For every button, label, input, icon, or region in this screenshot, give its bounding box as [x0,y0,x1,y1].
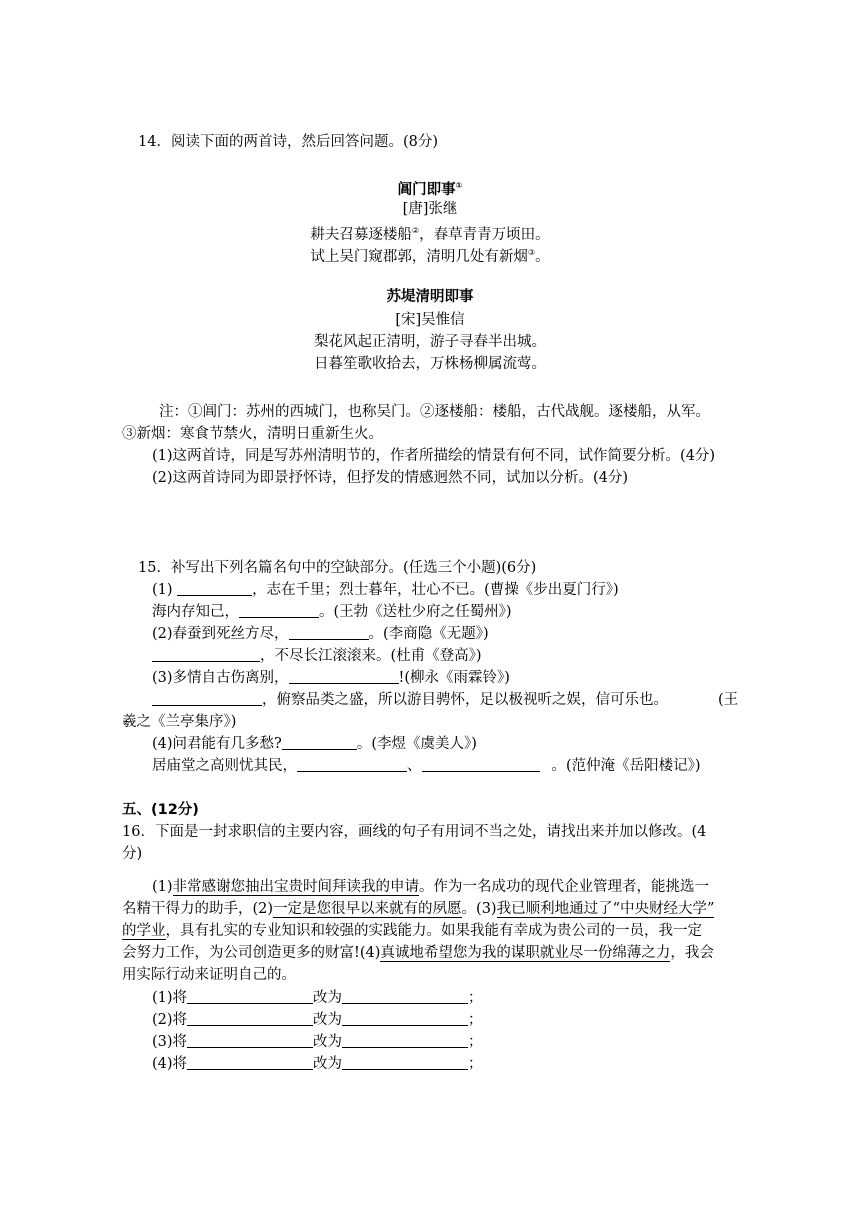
q15-stem: 15．补写出下列名篇名句中的空缺部分。(任选三个小题)(6分) [138,560,537,576]
poem1-line1-mark: ② [411,226,420,235]
poem2-line2: 日暮笙歌收拾去，万株杨柳属流莺。 [314,356,546,372]
underlined-sentence: 一定是您很早以来就有的夙愿 [273,901,462,917]
q14-sub2: (2)这两首诗同为即景抒怀诗，但抒发的情感迥然不同，试加以分析。(4分) [152,470,629,486]
q15-line3-source: 。(李商隐《无题》) [368,626,489,642]
answer-blank[interactable] [187,1055,313,1070]
q16-answer-row [152,1009,483,1031]
answer-blank[interactable] [289,669,399,684]
q14-note1: 注：①阊门：苏州的西城门，也称吴门。②逐楼船：楼船，古代战舰。逐楼船，从军。 [159,404,710,420]
q16-answer-row [152,1031,483,1053]
underlined-sentence: 非常感谢您抽出宝贵时间拜读我的申请 [172,879,420,895]
q15-line8-source: 。(李煜《虞美人》) [356,736,477,752]
q15-line9-source: 。(范仲淹《岳阳楼记》) [551,758,701,774]
poem1-author: [唐]张继 [402,201,458,217]
answer-label: 改为 [313,1012,343,1028]
answer-blank[interactable] [297,757,407,772]
answer-label: 改为 [313,1056,343,1072]
answer-end: ； [468,990,483,1006]
q14-note2: ③新烟：寒食节禁火，清明日重新生火。 [122,426,383,442]
poem1-title-text: 阊门即事 [397,182,456,198]
q15-line1-text: ，志在千里；烈士暮年，壮心不已。(曹操《步出夏门行》) [252,582,619,598]
q16-stem-2: 分) [122,846,143,862]
poem1-line1-rest: ，春草青青万顷田。 [419,227,550,243]
answer-end: ； [468,1056,483,1072]
para-text: 。作为一名成功的现代企业管理者，能挑选一 [419,879,710,895]
q16-stem-1: 16．下面是一封求职信的主要内容，画线的句子有用词不当之处，请找出来并加以修改。(4 [122,824,707,840]
answer-blank[interactable] [239,603,319,618]
answer-blank[interactable] [422,757,540,772]
answer-blank[interactable] [187,1033,313,1048]
para-text: (1) [152,879,173,895]
q15-line4 [152,645,482,667]
q16-para-line2 [122,898,714,920]
para-text: ，具有扎实的专业知识和较强的实践能力。如果我能有幸成为贵公司的一员，我一定 [165,923,702,939]
q15-line2 [152,601,512,623]
q16-para-line1 [152,876,709,898]
para-text: ，我会 [670,945,714,961]
underlined-sentence: 真诚地希望您为我的谋职就业尽一份绵薄之力 [380,945,671,961]
para-text: 会努力工作，为公司创造更多的财富!(4) [122,945,381,961]
poem1-line2-mark: ③ [527,248,536,257]
q15-line2-source: 。(王勃《送杜少府之任蜀州》) [319,604,512,620]
q15-line3 [152,623,489,645]
q16-answer-row [152,987,483,1009]
q15-line9-text: 居庙堂之高则忧其民， [152,758,297,774]
answer-blank[interactable] [342,1033,468,1048]
q15-line5-source: !(柳永《雨霖铃》) [398,670,510,686]
q16-para-line4 [122,942,714,964]
q15-line9 [152,755,701,777]
answer-label: 改为 [313,990,343,1006]
q15-line8-text: (4)问君能有几多愁? [152,736,282,752]
q15-line6-text: ，俯察品类之盛，所以游目骋怀，足以极视听之娱，信可乐也。 [262,692,668,708]
para-text: 名精干得力的助手，(2) [122,901,274,917]
answer-blank[interactable] [152,647,260,662]
poem2-title: 苏堤清明即事 [386,289,474,305]
q15-line8 [152,733,477,755]
answer-blank[interactable] [177,581,252,596]
q14-stem: 14．阅读下面的两首诗，然后回答问题。(8分) [138,134,438,150]
poem1-title-mark: ① [455,181,463,190]
q15-line9-sep: 、 [407,758,422,774]
poem1-line2-text: 试上吴门窥郡郭，清明几处有新烟 [310,249,528,265]
para-text: 。(3) [461,901,497,917]
answer-label: (2)将 [152,1012,188,1028]
q16-para-line3 [122,920,702,942]
answer-blank[interactable] [342,1055,468,1070]
answer-blank[interactable] [342,1011,468,1026]
q16-para-line5: 用实际行动来证明自己的。 [122,967,296,983]
poem1-line1-text: 耕夫召募逐楼船 [310,227,412,243]
poem2-line1: 梨花风起正清明，游子寻春半出城。 [314,334,546,350]
q15-line1-prefix: (1) [152,582,178,598]
poem1-line2 [0,242,860,268]
answer-blank[interactable] [342,989,468,1004]
answer-blank[interactable] [289,625,369,640]
poem1-line2-rest: 。 [535,249,550,265]
q16-answer-row [152,1053,483,1075]
q15-line2-text: 海内存知己， [152,604,239,620]
poem2-author: [宋]吴惟信 [395,312,465,328]
answer-blank[interactable] [187,1011,313,1026]
answer-blank[interactable] [282,735,357,750]
answer-blank[interactable] [152,691,262,706]
answer-label: 改为 [313,1034,343,1050]
answer-label: (1)将 [152,990,188,1006]
q15-line1 [152,579,619,601]
underlined-sentence: 我已顺利地通过了“中央财经大学” [496,901,715,917]
answer-end: ； [468,1012,483,1028]
q14-sub1: (1)这两首诗，同是写苏州清明节的，作者所描绘的情景有何不同，试作简要分析。(4分) [152,448,716,464]
answer-label: (4)将 [152,1056,188,1072]
q15-line5 [152,667,510,689]
q15-line6 [152,689,668,711]
q15-line7: 羲之《兰亭集序》) [122,714,237,730]
answer-label: (3)将 [152,1034,188,1050]
q15-line6-source: (王 [718,692,739,708]
q15-line5-text: (3)多情自古伤离别， [152,670,289,686]
answer-blank[interactable] [187,989,313,1004]
q15-line3-text: (2)春蚕到死丝方尽， [152,626,289,642]
answer-end: ； [468,1034,483,1050]
underlined-sentence: 的学业 [122,923,166,939]
q15-line4-text: ，不尽长江滚滚来。(杜甫《登高》) [260,648,482,664]
section-heading: 五、(12分) [122,802,199,818]
